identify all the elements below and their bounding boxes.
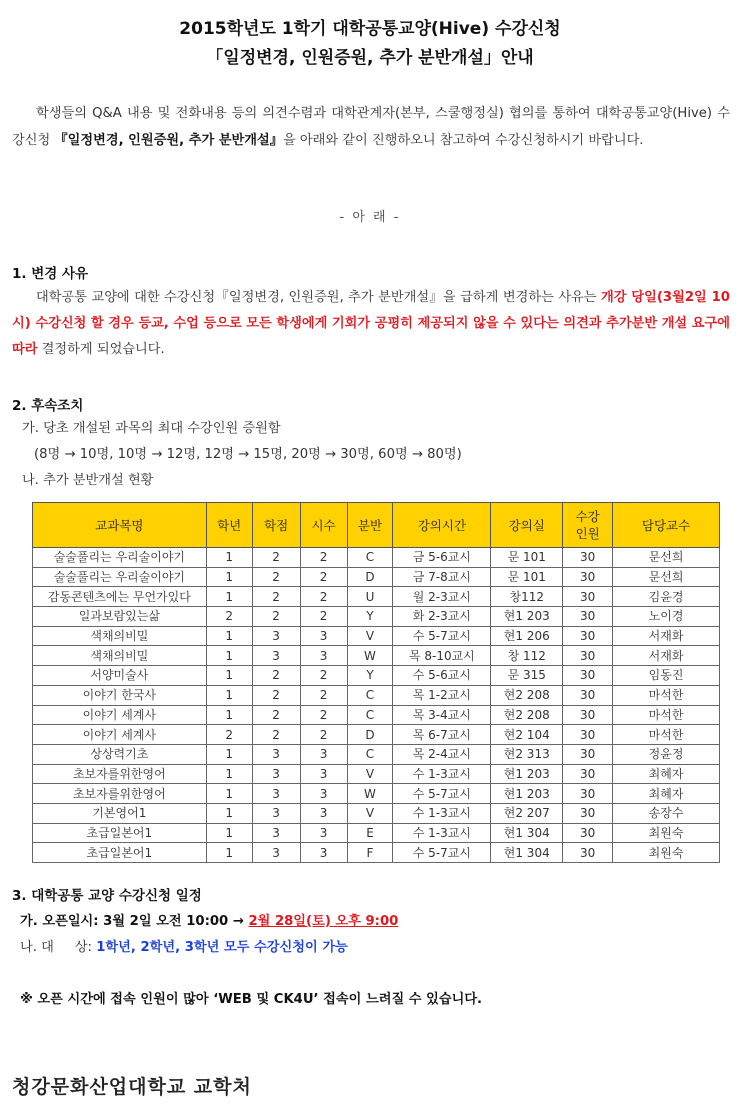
table-cell: 현2 207	[491, 803, 563, 823]
table-cell: 창112	[491, 587, 563, 607]
table-cell: 2	[206, 725, 252, 745]
table-cell: 30	[563, 744, 613, 764]
table-cell: 화 2-3교시	[393, 607, 491, 627]
table-cell: 1	[206, 626, 252, 646]
table-cell: 1	[206, 705, 252, 725]
table-cell: 2	[252, 725, 300, 745]
section-1-heading: 1. 변경 사유	[12, 266, 89, 282]
table-cell: 2	[300, 685, 347, 705]
table-row	[33, 548, 720, 568]
table-cell: 30	[563, 725, 613, 745]
table-cell: 30	[563, 784, 613, 804]
table-cell: 3	[252, 764, 300, 784]
table-cell: 1	[206, 567, 252, 587]
open-date-line	[20, 910, 738, 929]
table-row	[33, 607, 720, 627]
table-row	[33, 764, 720, 784]
table-cell: 3	[300, 784, 347, 804]
table-cell: 3	[300, 803, 347, 823]
intro-text-1: 학생들의 Q&A 내용 및 전화내용 등의 의견수렴과 대학관계자(본부, 스쿨행정실) 협의를 통하여 대학공통교양(Hive) 수강신청	[12, 106, 730, 148]
table-cell: 3	[252, 646, 300, 666]
table-cell: 현1 206	[491, 626, 563, 646]
table-cell: 30	[563, 843, 613, 863]
table-cell: 문 101	[491, 548, 563, 568]
table-cell: 초급일본어1	[33, 843, 207, 863]
table-row	[33, 823, 720, 843]
table-cell: 30	[563, 646, 613, 666]
intro-text-2: 을 아래와 같이 진행하오니 참고하여 수강신청하시기 바랍니다.	[282, 133, 644, 148]
table-cell: 목 2-4교시	[393, 744, 491, 764]
table-cell: 30	[563, 587, 613, 607]
section-2-heading: 2. 후속조치	[12, 398, 84, 414]
table-header-cell: 강의실	[491, 503, 563, 548]
table-cell: 목 6-7교시	[393, 725, 491, 745]
course-table	[32, 502, 720, 863]
table-row	[33, 567, 720, 587]
table-cell: 금 7-8교시	[393, 567, 491, 587]
target-line	[20, 936, 738, 955]
table-cell: V	[347, 764, 393, 784]
table-cell: W	[347, 646, 393, 666]
table-cell: 마석한	[613, 685, 720, 705]
table-cell: 2	[206, 607, 252, 627]
table-body	[33, 548, 720, 863]
table-cell: 수 5-7교시	[393, 784, 491, 804]
target-label: 나. 대 상:	[20, 940, 97, 955]
table-cell: 목 3-4교시	[393, 705, 491, 725]
table-cell: C	[347, 705, 393, 725]
table-cell: 1	[206, 548, 252, 568]
table-cell: 문 101	[491, 567, 563, 587]
table-cell: 목 1-2교시	[393, 685, 491, 705]
table-cell: Y	[347, 607, 393, 627]
table-cell: 김윤경	[613, 587, 720, 607]
table-cell: 정윤정	[613, 744, 720, 764]
table-row	[33, 685, 720, 705]
table-cell: 문 315	[491, 666, 563, 686]
table-cell: 30	[563, 607, 613, 627]
table-cell: 수 5-7교시	[393, 626, 491, 646]
table-cell: 1	[206, 764, 252, 784]
table-cell: 술술풀리는 우리술이야기	[33, 548, 207, 568]
table-cell: 술술풀리는 우리술이야기	[33, 567, 207, 587]
table-cell: 30	[563, 764, 613, 784]
table-cell: 3	[252, 626, 300, 646]
table-header-cell: 수강 인원	[563, 503, 613, 548]
table-cell: Y	[347, 666, 393, 686]
table-cell: 30	[563, 626, 613, 646]
table-cell: 창 112	[491, 646, 563, 666]
table-cell: 문선희	[613, 548, 720, 568]
section-1-red-text: 개강 당일(3월2일 10시) 수강신청 할 경우 등교, 수업 등으로 모든 학생에게 기회가 공평히 제공되지 않을 수 있다는 의견과 추가분반 개설 요구에 따라	[12, 290, 730, 357]
table-cell: 1	[206, 744, 252, 764]
table-cell: 임동진	[613, 666, 720, 686]
table-cell: C	[347, 744, 393, 764]
table-header-cell: 분반	[347, 503, 393, 548]
section-1-text-end: 결정하게 되었습니다.	[37, 342, 165, 357]
table-header-cell: 강의시간	[393, 503, 491, 548]
table-cell: 색채의비밀	[33, 626, 207, 646]
table-cell: 최원숙	[613, 823, 720, 843]
table-cell: 상상력기초	[33, 744, 207, 764]
intro-paragraph	[12, 100, 730, 154]
section-1-text: 대학공통 교양에 대한 수강신청『일정변경, 인원증원, 추가 분반개설』을 급하게 변경하는 사유는	[36, 290, 602, 305]
table-cell: V	[347, 803, 393, 823]
table-cell: 3	[300, 823, 347, 843]
table-cell: 3	[252, 744, 300, 764]
table-cell: 3	[300, 626, 347, 646]
table-cell: 수 5-6교시	[393, 666, 491, 686]
table-row	[33, 784, 720, 804]
table-cell: 서재화	[613, 626, 720, 646]
footer-issuer: 청강문화산업대학교 교학처	[12, 1076, 252, 1098]
table-cell: 2	[300, 607, 347, 627]
table-cell: 2	[252, 607, 300, 627]
table-cell: 30	[563, 666, 613, 686]
table-cell: 2	[252, 587, 300, 607]
table-cell: 문선희	[613, 567, 720, 587]
table-cell: 월 2-3교시	[393, 587, 491, 607]
table-cell: 현1 203	[491, 607, 563, 627]
table-cell: 현2 104	[491, 725, 563, 745]
table-cell: 2	[300, 725, 347, 745]
table-cell: 3	[300, 744, 347, 764]
table-cell: 3	[300, 646, 347, 666]
table-row	[33, 626, 720, 646]
table-cell: 최원숙	[613, 843, 720, 863]
table-header-cell: 담당교수	[613, 503, 720, 548]
table-cell: 서양미술사	[33, 666, 207, 686]
section-2-item-a: 가. 당초 개설된 과목의 최대 수강인원 증원함	[22, 421, 281, 436]
target-value: 1학년, 2학년, 3학년 모두 수강신청이 가능	[96, 940, 348, 955]
open-date-new: 2월 28일(토) 오후 9:00	[248, 914, 399, 929]
table-cell: 30	[563, 705, 613, 725]
table-cell: 현2 313	[491, 744, 563, 764]
table-cell: D	[347, 725, 393, 745]
table-header-cell: 교과목명	[33, 503, 207, 548]
table-cell: 2	[252, 666, 300, 686]
table-row	[33, 843, 720, 863]
below-marker: - 아 래 -	[339, 210, 401, 225]
section-3-heading: 3. 대학공통 교양 수강신청 일정	[12, 888, 202, 904]
table-row	[33, 705, 720, 725]
table-cell: 1	[206, 843, 252, 863]
table-cell: 1	[206, 646, 252, 666]
table-cell: 기본영어1	[33, 803, 207, 823]
table-cell: 3	[252, 803, 300, 823]
table-cell: 마석한	[613, 725, 720, 745]
table-cell: 2	[300, 705, 347, 725]
table-cell: 초급일본어1	[33, 823, 207, 843]
table-cell: 1	[206, 685, 252, 705]
table-cell: 색채의비밀	[33, 646, 207, 666]
table-cell: 수 1-3교시	[393, 764, 491, 784]
access-note: ※ 오픈 시간에 접속 인원이 많아 ‘WEB 및 CK4U’ 접속이 느려질 수 있습니다.	[20, 992, 483, 1007]
table-cell: 30	[563, 803, 613, 823]
table-cell: 3	[252, 823, 300, 843]
table-cell: 초보자를위한영어	[33, 784, 207, 804]
table-cell: 현1 203	[491, 764, 563, 784]
table-cell: 이야기 한국사	[33, 685, 207, 705]
table-cell: 수 1-3교시	[393, 823, 491, 843]
table-cell: 노이경	[613, 607, 720, 627]
table-cell: 감동콘텐츠에는 무언가있다	[33, 587, 207, 607]
table-cell: 수 1-3교시	[393, 803, 491, 823]
table-cell: 목 8-10교시	[393, 646, 491, 666]
table-cell: 2	[300, 567, 347, 587]
table-cell: 초보자를위한영어	[33, 764, 207, 784]
table-cell: 금 5-6교시	[393, 548, 491, 568]
table-cell: 최혜자	[613, 764, 720, 784]
table-row	[33, 666, 720, 686]
table-header-cell: 시수	[300, 503, 347, 548]
table-cell: 이야기 세계사	[33, 725, 207, 745]
table-cell: 일과보람있는삶	[33, 607, 207, 627]
table-cell: 수 5-7교시	[393, 843, 491, 863]
table-cell: E	[347, 823, 393, 843]
section-2-item-b: 나. 추가 분반개설 현황	[22, 473, 154, 488]
table-cell: 2	[252, 548, 300, 568]
table-cell: 2	[252, 705, 300, 725]
table-row	[33, 803, 720, 823]
table-cell: 송장수	[613, 803, 720, 823]
table-header-cell: 학점	[252, 503, 300, 548]
section-2-item-a-detail: (8명 → 10명, 10명 → 12명, 12명 → 15명, 20명 → 30명, 60명 → 80명)	[34, 447, 462, 462]
table-cell: 1	[206, 803, 252, 823]
table-cell: C	[347, 685, 393, 705]
table-cell: 2	[300, 548, 347, 568]
table-cell: 2	[252, 685, 300, 705]
intro-bold: 『일정변경, 인원증원, 추가 분반개설』	[54, 133, 283, 148]
table-cell: U	[347, 587, 393, 607]
table-cell: 1	[206, 784, 252, 804]
table-cell: C	[347, 548, 393, 568]
table-cell: 현1 203	[491, 784, 563, 804]
table-cell: 3	[300, 843, 347, 863]
page-title: 2015학년도 1학기 대학공통교양(Hive) 수강신청	[179, 19, 561, 39]
table-cell: 30	[563, 567, 613, 587]
table-cell: 현1 304	[491, 843, 563, 863]
table-cell: 서재화	[613, 646, 720, 666]
table-cell: W	[347, 784, 393, 804]
table-row	[33, 587, 720, 607]
table-cell: 현2 208	[491, 685, 563, 705]
table-cell: 1	[206, 587, 252, 607]
table-cell: 30	[563, 685, 613, 705]
table-cell: 현2 208	[491, 705, 563, 725]
table-row	[33, 744, 720, 764]
table-cell: 3	[252, 784, 300, 804]
table-cell: 마석한	[613, 705, 720, 725]
table-cell: 1	[206, 666, 252, 686]
table-cell: 3	[300, 764, 347, 784]
table-cell: D	[347, 567, 393, 587]
table-cell: 2	[252, 567, 300, 587]
section-1-body	[12, 285, 730, 363]
table-cell: 현1 304	[491, 823, 563, 843]
table-cell: 30	[563, 823, 613, 843]
table-cell: F	[347, 843, 393, 863]
table-row	[33, 646, 720, 666]
table-cell: 2	[300, 666, 347, 686]
table-row	[33, 725, 720, 745]
table-cell: 1	[206, 823, 252, 843]
table-cell: 최혜자	[613, 784, 720, 804]
page-subtitle: 「일정변경, 인원증원, 추가 분반개설」안내	[206, 48, 534, 68]
table-cell: 이야기 세계사	[33, 705, 207, 725]
table-cell: 2	[300, 587, 347, 607]
table-cell: 3	[252, 843, 300, 863]
table-header-row	[33, 503, 720, 548]
table-cell: 30	[563, 548, 613, 568]
open-date-label: 가. 오픈일시: 3월 2일 오전 10:00 →	[20, 914, 249, 929]
table-header-cell: 학년	[206, 503, 252, 548]
table-cell: V	[347, 626, 393, 646]
